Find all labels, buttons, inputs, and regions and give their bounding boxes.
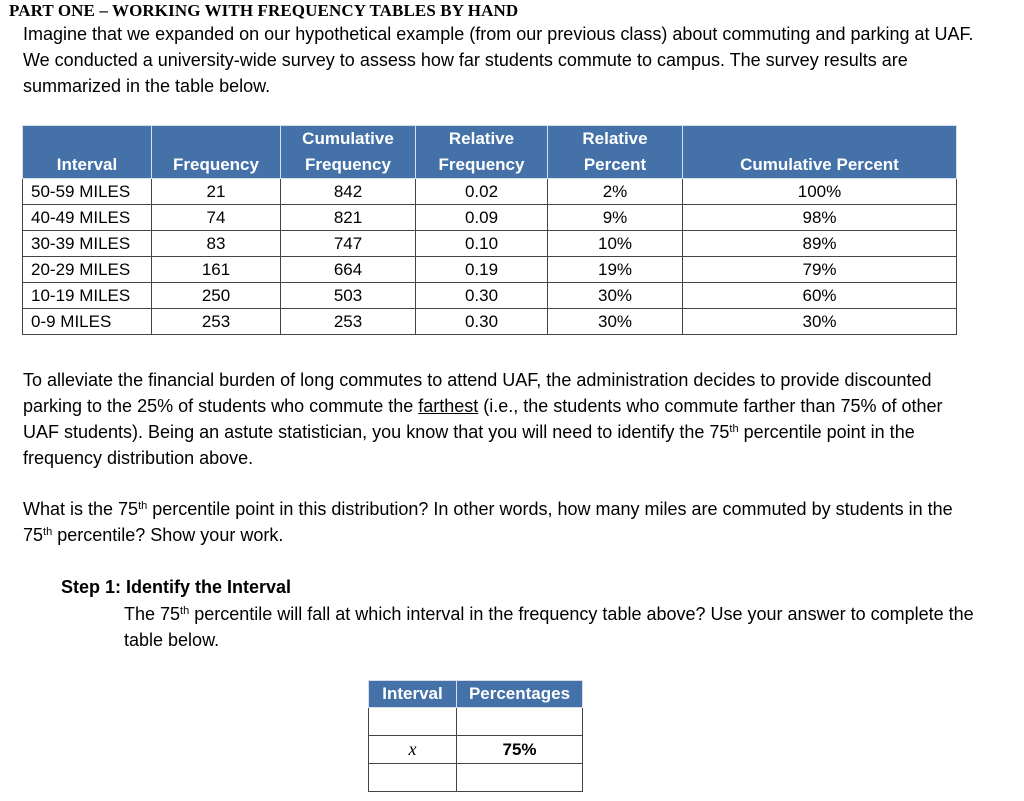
cell-cumulative-frequency: 253 [281,309,416,335]
col-cumulative-percent-header: Cumulative Percent [683,126,957,179]
cell-interval: 20-29 MILES [23,257,152,283]
cell-cumulative-percent: 60% [683,283,957,309]
answer-col-percentages-header: Percentages [457,681,583,708]
answer-cell-percentage[interactable]: 75% [457,736,583,764]
col-interval-header: Interval [23,126,152,179]
cell-cumulative-frequency: 842 [281,179,416,205]
answer-cell-percentage[interactable] [457,708,583,736]
table-row [23,309,957,335]
section-heading: PART ONE – WORKING WITH FREQUENCY TABLES BY HAND [9,1,519,20]
frequency-table-header [23,126,957,179]
step-1-title: Step 1: Identify the Interval [61,577,292,597]
table-row [369,708,583,736]
cell-frequency: 74 [152,205,281,231]
answer-table-header [369,681,583,708]
cell-relative-percent: 30% [548,283,683,309]
cell-frequency: 253 [152,309,281,335]
cell-frequency: 83 [152,231,281,257]
cell-frequency: 21 [152,179,281,205]
cell-interval: 10-19 MILES [23,283,152,309]
cell-relative-frequency: 0.09 [416,205,548,231]
cell-relative-percent: 9% [548,205,683,231]
discount-paragraph: To alleviate the financial burden of long commutes to attend UAF, the administration decides to provide discounted parking to the 25% of students who commute the farthest (i.e., the students who commute farther than 75% of other UAF students). Being an astute statistician, you know that you will need to identify the 75th percentile point in the frequency distribution above. [23,370,943,468]
cell-cumulative-percent: 100% [683,179,957,205]
answer-cell-percentage[interactable] [457,764,583,792]
cell-cumulative-frequency: 664 [281,257,416,283]
cell-relative-percent: 2% [548,179,683,205]
cell-relative-frequency: 0.10 [416,231,548,257]
answer-col-interval-header: Interval [369,681,457,708]
cell-relative-frequency: 0.30 [416,309,548,335]
table-row [369,736,583,764]
cell-frequency: 161 [152,257,281,283]
step-1-instructions: The 75th percentile will fall at which interval in the frequency table above? Use your answer to complete the table below. [124,604,974,650]
cell-relative-percent: 30% [548,309,683,335]
intro-paragraph: Imagine that we expanded on our hypothetical example (from our previous class) about commuting and parking at UAF. We conducted a university-wide survey to assess how far students commute to campus. The survey results are summarized in the table below. [23,24,974,96]
frequency-table [22,125,957,335]
cell-interval: 30-39 MILES [23,231,152,257]
col-cumulative-frequency-header: Cumulative Frequency [281,126,416,179]
cell-interval: 50-59 MILES [23,179,152,205]
table-row [369,764,583,792]
cell-frequency: 250 [152,283,281,309]
cell-relative-frequency: 0.02 [416,179,548,205]
cell-cumulative-frequency: 747 [281,231,416,257]
question-paragraph: What is the 75th percentile point in this distribution? In other words, how many miles are commuted by students in the 75th percentile? Show your work. [23,499,953,545]
table-row [23,283,957,309]
col-relative-frequency-header: Relative Frequency [416,126,548,179]
col-frequency-header: Frequency [152,126,281,179]
answer-table [368,680,583,792]
cell-cumulative-percent: 98% [683,205,957,231]
table-row [23,179,957,205]
answer-cell-interval[interactable] [369,764,457,792]
col-relative-percent-header: Relative Percent [548,126,683,179]
cell-interval: 0-9 MILES [23,309,152,335]
table-row [23,257,957,283]
table-row [23,231,957,257]
answer-cell-interval[interactable] [369,708,457,736]
cell-cumulative-percent: 30% [683,309,957,335]
cell-cumulative-percent: 89% [683,231,957,257]
underlined-farthest: farthest [418,396,479,416]
cell-cumulative-percent: 79% [683,257,957,283]
cell-relative-frequency: 0.19 [416,257,548,283]
cell-relative-percent: 19% [548,257,683,283]
cell-cumulative-frequency: 821 [281,205,416,231]
cell-relative-percent: 10% [548,231,683,257]
cell-relative-frequency: 0.30 [416,283,548,309]
answer-cell-interval[interactable]: x [369,736,457,764]
table-row [23,205,957,231]
cell-interval: 40-49 MILES [23,205,152,231]
cell-cumulative-frequency: 503 [281,283,416,309]
